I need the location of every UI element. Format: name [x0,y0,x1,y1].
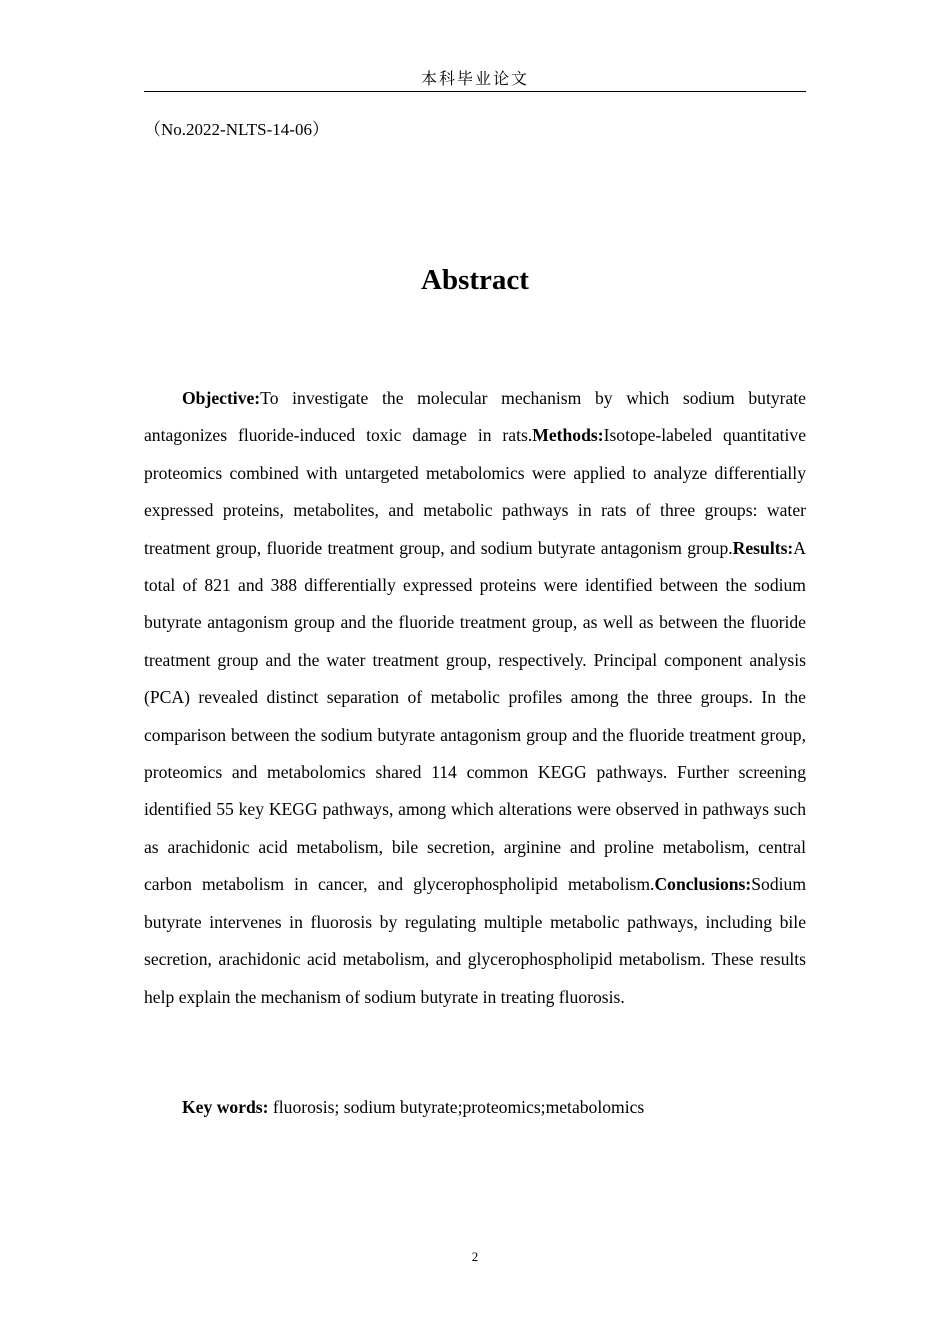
objective-text: To investigate the molecular mechanism by which sodium butyrate antagonizes fluoride-induced toxic damage in rats. [144,388,806,446]
results-text: A total of 821 and 388 differentially expressed proteins were identified between the sodium butyrate antagonism group and the fluoride treatment group, as well as between the fluoride treatment group and the water treatment group, respectively. Principal component analysis (PCA) revealed distinct separation of metabolic profiles among the three groups. In the comparison between the sodium butyrate antagonism group and the fluoride treatment group, proteomics and metabolomics shared 114 common KEGG pathways. Further screening identified 55 key KEGG pathways, among which alterations were observed in pathways such as arachidonic acid metabolism, bile secretion, arginine and proline metabolism, central carbon metabolism in cancer, and glycerophospholipid metabolism. [144,537,806,895]
keywords-line [144,1094,806,1120]
methods-text: Isotope-labeled quantitative proteomics combined with untargeted metabolomics were applied to analyze differentially expressed proteins, metabolites, and metabolic pathways in rats of three groups: water treatment group, fluoride treatment group, and sodium butyrate antagonism group. [144,425,807,558]
page-number: 2 [471,1249,479,1264]
results-label: Results: [732,537,794,558]
objective-label: Objective: [182,388,261,408]
abstract-paragraph [144,380,806,1016]
conclusions-text: Sodium butyrate intervenes in fluorosis by regulating multiple metabolic pathways, including bile secretion, arachidonic acid metabolism, and glycerophospholipid metabolism. These results help explain the mechanism of sodium butyrate in treating fluorosis. [144,874,806,1007]
methods-label: Methods: [532,425,604,446]
document-number: （No.2022-NLTS-14-06） [144,120,329,139]
keywords-text: fluorosis; sodium butyrate;proteomics;metabolomics [268,1097,645,1117]
header-rule [144,91,806,92]
running-header: 本科毕业论文 [420,69,529,88]
conclusions-label: Conclusions: [654,874,752,895]
page-title: Abstract [421,264,529,296]
keywords-label: Key words: [182,1097,269,1117]
